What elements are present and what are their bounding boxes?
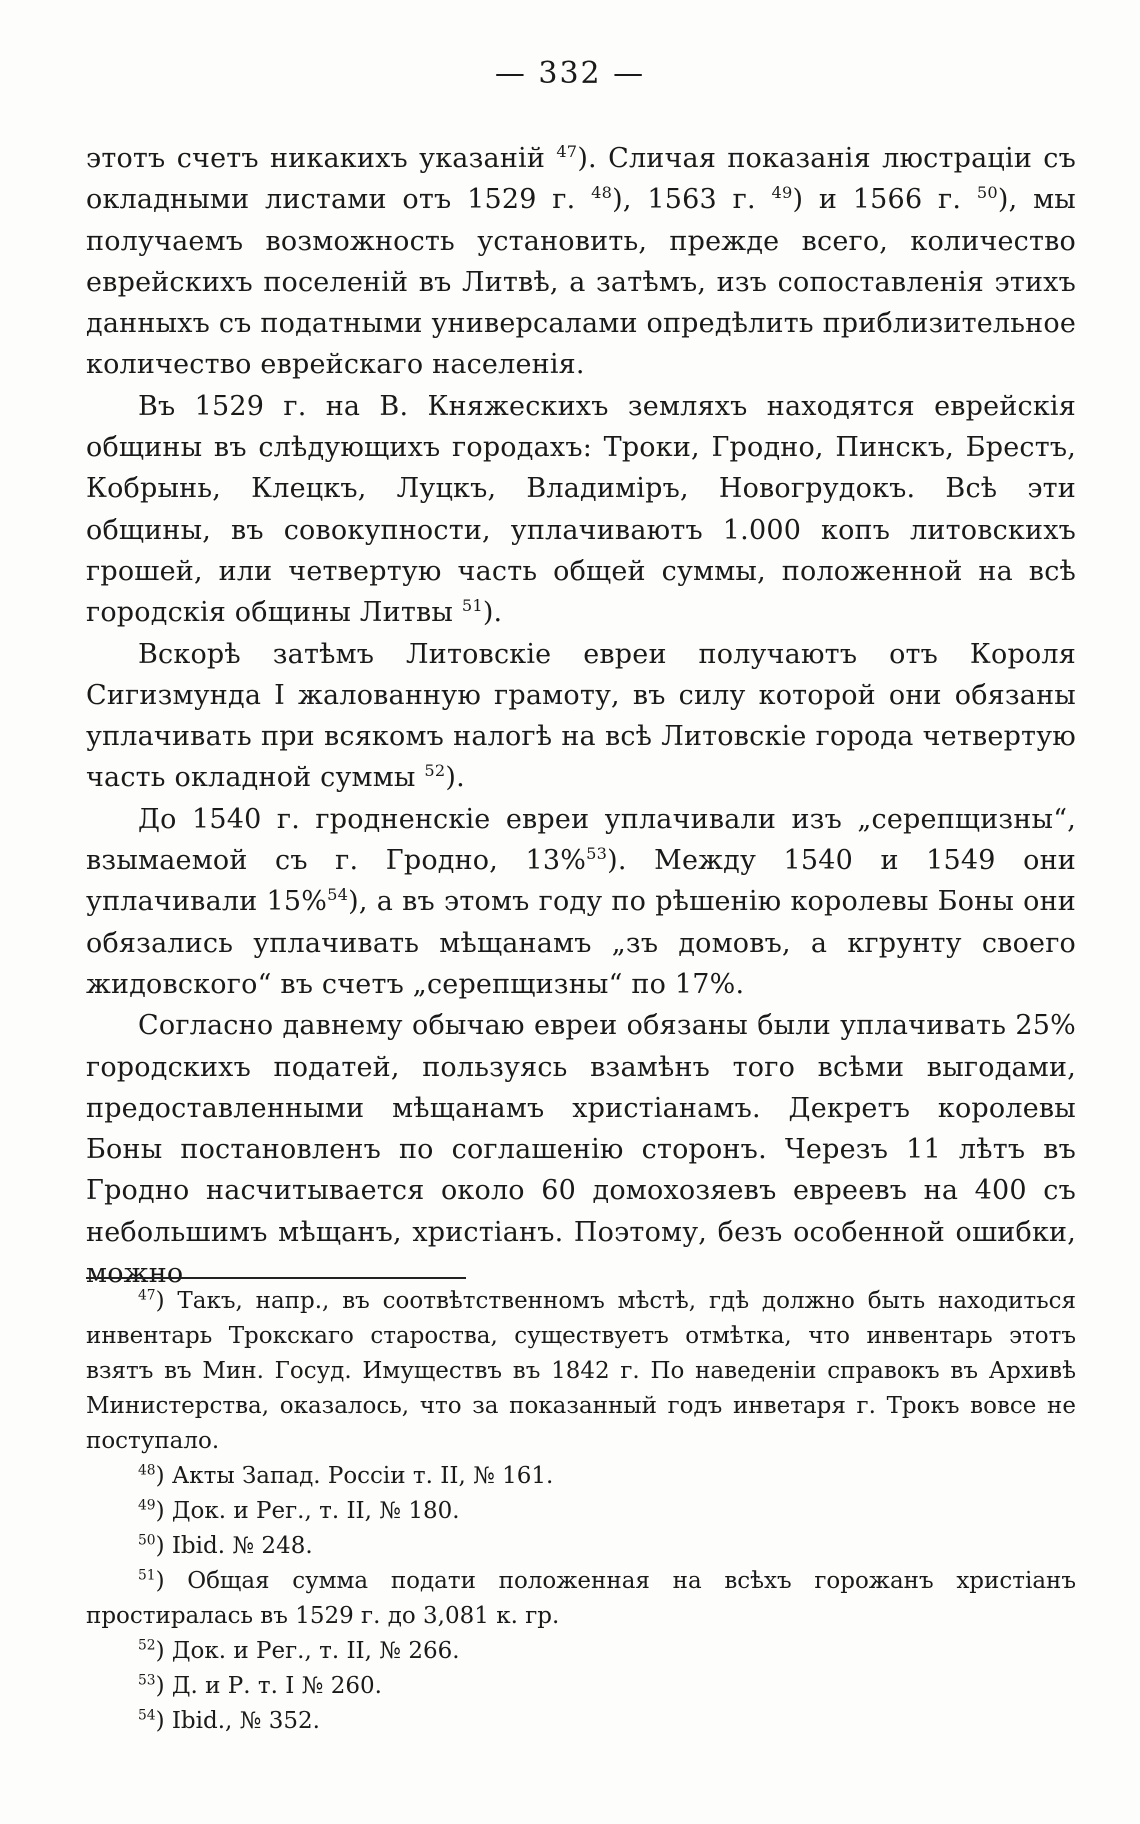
footnote-number: 53	[138, 1672, 156, 1689]
footnote	[86, 1284, 1076, 1459]
footnote-text: ) Общая сумма подати положенная на всѣхъ горожанъ христіанъ простиралась въ 1529 г. до 3,081 к. гр.	[86, 1568, 1076, 1629]
text-run: Согласно давнему обычаю евреи обязаны были уплачивать 25% городскихъ податей, пользуясь взамѣнъ того всѣми выгодами, предоставленными мѣщанамъ христіанамъ. Декретъ королевы Боны постановленъ по соглашенію сторонъ. Черезъ 11 лѣтъ въ Гродно насчитывается около 60 домохозяевъ евреевъ на 400 съ небольшимъ мѣщанъ, христіанъ. Поэтому, безъ особенной ошибки, можно	[86, 1010, 1076, 1290]
text-run: этотъ счетъ никакихъ указаній	[86, 143, 557, 174]
footnote-number: 54	[138, 1707, 156, 1724]
footnote-ref: 51	[461, 596, 483, 616]
footnote	[86, 1494, 1076, 1529]
footnote-ref: 54	[327, 885, 349, 905]
footnote-text: ) Док. и Рег., т. II, № 180.	[155, 1498, 460, 1524]
footnote-number: 51	[138, 1567, 156, 1584]
footnote-text: ) Ibid., № 352.	[155, 1708, 320, 1734]
page-number: — 332 —	[494, 56, 646, 91]
footnote	[86, 1564, 1076, 1634]
footnote-number: 52	[138, 1637, 156, 1654]
footnote	[86, 1634, 1076, 1669]
text-run: ). Сличая показанія люстраціи съ окладными листами отъ 1529 г.	[86, 143, 1076, 216]
footnote-ref: 47	[556, 142, 578, 161]
footnote-ref: 52	[424, 761, 446, 781]
footnote-divider	[86, 1277, 466, 1279]
footnote-ref: 53	[586, 844, 608, 864]
text-run: ) и 1566 г.	[792, 184, 977, 216]
footnote-text: ) Акты Запад. Россіи т. II, № 161.	[155, 1463, 554, 1489]
footnote-text: ) Д. и Р. т. I № 260.	[155, 1673, 382, 1699]
text-run: Вскорѣ затѣмъ Литовскіе евреи получаютъ отъ Короля Сигизмунда I жалованную грамоту, въ силу которой они обязаны уплачивать при всякомъ налогѣ на всѣ Литовскіе города четвертую часть окладной суммы	[86, 638, 1076, 794]
footnote-ref: 49	[771, 183, 793, 203]
footnote-ref: 50	[976, 183, 998, 203]
main-text	[86, 138, 1076, 1294]
footnote-ref: 48	[591, 183, 613, 203]
footnote-number: 47	[138, 1287, 156, 1304]
paragraph	[86, 634, 1076, 799]
text-run: ), мы получаемъ возможность установить, прежде всего, количество еврейскихъ поселеній въ Литвѣ, а затѣмъ, изъ сопоставленія этихъ данныхъ съ податными универсалами опредѣлить приблизительное количество еврейскаго населенія.	[86, 184, 1076, 381]
paragraph	[86, 799, 1076, 1005]
paragraph	[86, 1005, 1076, 1294]
footnote-text: ) Такъ, напр., въ соотвѣтственномъ мѣстѣ, гдѣ должно быть находиться инвентарь Трокскаго староства, существуетъ отмѣтка, что инвентарь этотъ взятъ въ Мин. Госуд. Имуществъ въ 1842 г. По наведеніи справокъ въ Архивѣ Министерства, оказалось, что за показанный годъ инветаря г. Трокъ вовсе не поступало.	[86, 1288, 1076, 1454]
footnote	[86, 1704, 1076, 1739]
text-run: До 1540 г. гродненскіе евреи уплачивали изъ „серепщизны“, взымаемой съ г. Гродно, 13%	[86, 803, 1076, 877]
text-run: ). Между 1540 и 1549 они уплачивали 15%	[86, 845, 1076, 918]
text-run: ).	[445, 762, 465, 794]
paragraph	[86, 386, 1076, 634]
text-run: ).	[482, 597, 503, 629]
footnotes	[86, 1284, 1076, 1739]
text-run: ), 1563 г.	[612, 184, 772, 216]
footnote-number: 50	[138, 1532, 156, 1549]
text-run: Въ 1529 г. на В. Княжескихъ земляхъ находятся еврейскія общины въ слѣдующихъ городахъ: Троки, Гродно, Пинскъ, Брестъ, Кобрынь, Клецкъ, Луцкъ, Владиміръ, Новогрудокъ. Всѣ эти общины, въ совокупности, уплачиваютъ 1.000 копъ литовскихъ грошей, или четвертую часть общей суммы, положенной на всѣ городскія общины Литвы	[86, 390, 1076, 629]
footnote-text: ) Ibid. № 248.	[155, 1533, 313, 1559]
footnote-number: 49	[138, 1497, 156, 1514]
footnote	[86, 1669, 1076, 1704]
footnote	[86, 1459, 1076, 1494]
footnote	[86, 1529, 1076, 1564]
footnote-number: 48	[138, 1462, 156, 1479]
paragraph	[86, 138, 1076, 386]
footnote-text: ) Док. и Рег., т. II, № 266.	[155, 1638, 460, 1664]
text-run: ), а въ этомъ году по рѣшенію королевы Боны они обязались уплачивать мѣщанамъ „зъ домовъ, а кгрунту своего жидовского“ въ счетъ „серепщизны“ по 17%.	[86, 886, 1076, 1000]
